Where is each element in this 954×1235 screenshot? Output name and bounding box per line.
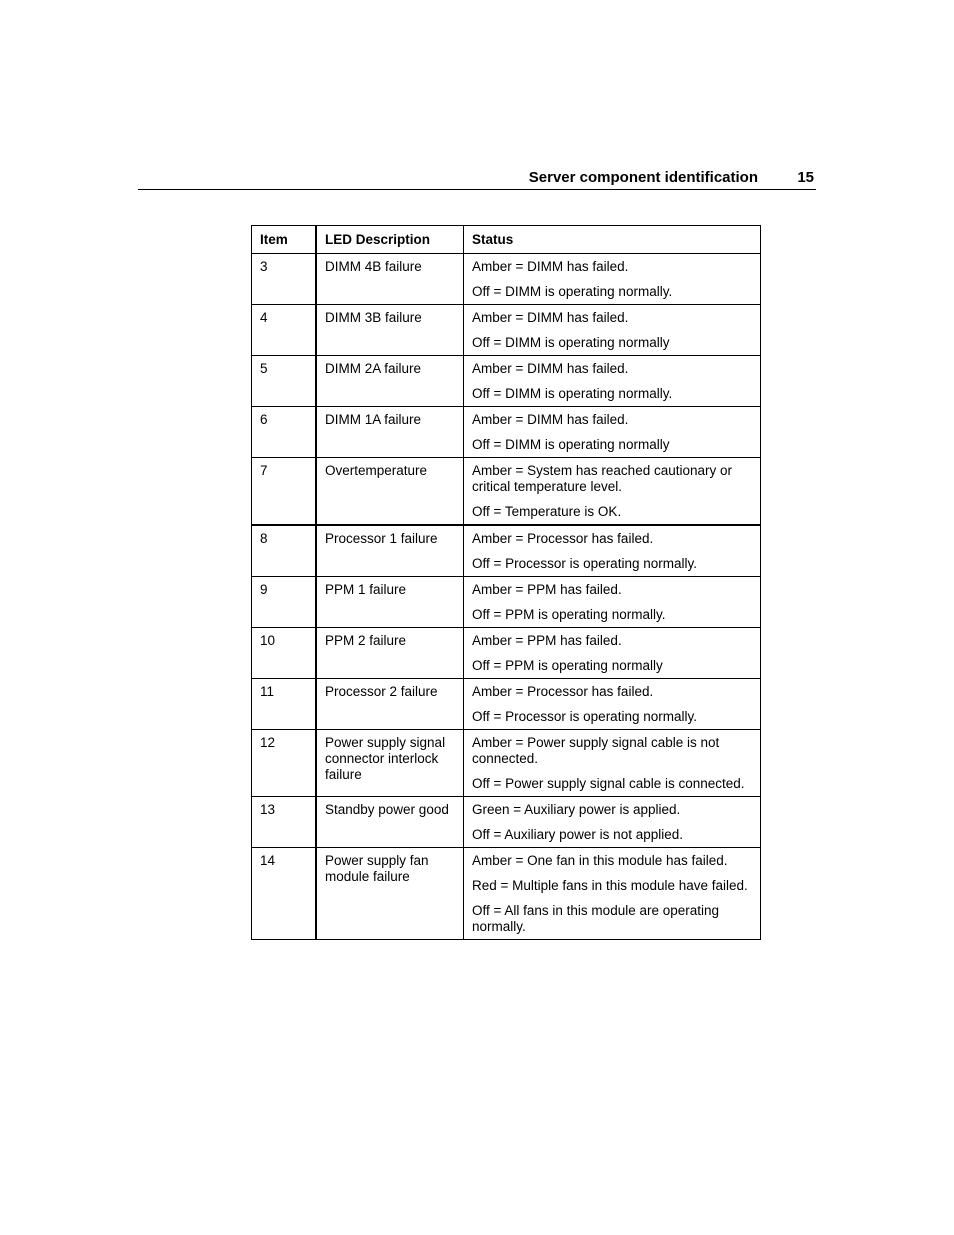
cell-item: 10 <box>252 628 317 679</box>
cell-led-description: Processor 1 failure <box>316 525 464 577</box>
table-row <box>252 797 761 848</box>
table-row <box>252 730 761 797</box>
status-line: Off = DIMM is operating normally. <box>472 386 673 401</box>
status-line: Red = Multiple fans in this module have failed. <box>472 878 748 893</box>
cell-led-description: PPM 1 failure <box>316 577 464 628</box>
table-row <box>252 628 761 679</box>
cell-status <box>464 356 761 407</box>
status-line: Amber = Processor has failed. <box>472 684 654 699</box>
status-line: Amber = System has reached cautionary or critical temperature level. <box>472 463 733 494</box>
cell-item: 14 <box>252 848 317 940</box>
cell-status <box>464 679 761 730</box>
cell-status <box>464 628 761 679</box>
table-row <box>252 848 761 940</box>
cell-status <box>464 305 761 356</box>
table-row <box>252 356 761 407</box>
column-header-led-description: LED Description <box>316 226 464 254</box>
status-line: Off = Power supply signal cable is connected. <box>472 776 745 791</box>
cell-item: 9 <box>252 577 317 628</box>
cell-status <box>464 848 761 940</box>
table-row <box>252 458 761 526</box>
cell-led-description: DIMM 1A failure <box>316 407 464 458</box>
cell-item: 4 <box>252 305 317 356</box>
cell-item: 3 <box>252 254 317 305</box>
status-line: Amber = Power supply signal cable is not connected. <box>472 735 720 766</box>
status-line: Green = Auxiliary power is applied. <box>472 802 681 817</box>
cell-led-description: Overtemperature <box>316 458 464 526</box>
status-line: Amber = PPM has failed. <box>472 633 622 648</box>
cell-status <box>464 525 761 577</box>
column-header-item: Item <box>252 226 317 254</box>
cell-led-description: PPM 2 failure <box>316 628 464 679</box>
cell-status <box>464 458 761 526</box>
cell-led-description: Power supply fan module failure <box>316 848 464 940</box>
cell-status <box>464 730 761 797</box>
led-table <box>251 225 761 940</box>
page-header <box>138 168 816 190</box>
status-line: Off = DIMM is operating normally <box>472 437 670 452</box>
cell-status <box>464 577 761 628</box>
table-row <box>252 305 761 356</box>
cell-status <box>464 797 761 848</box>
cell-led-description: Standby power good <box>316 797 464 848</box>
cell-item: 11 <box>252 679 317 730</box>
section-title: Server component identification <box>528 169 758 186</box>
table-row <box>252 679 761 730</box>
status-line: Amber = PPM has failed. <box>472 582 622 597</box>
table-row <box>252 577 761 628</box>
cell-item: 5 <box>252 356 317 407</box>
cell-status <box>464 254 761 305</box>
status-line: Amber = Processor has failed. <box>472 531 654 546</box>
table-row <box>252 525 761 577</box>
status-line: Off = DIMM is operating normally <box>472 335 670 350</box>
status-line: Amber = DIMM has failed. <box>472 259 629 274</box>
table-body <box>252 254 761 940</box>
status-line: Off = Processor is operating normally. <box>472 556 697 571</box>
status-line: Off = PPM is operating normally. <box>472 607 666 622</box>
table-row <box>252 407 761 458</box>
cell-item: 7 <box>252 458 317 526</box>
status-line: Off = DIMM is operating normally. <box>472 284 673 299</box>
status-line: Off = PPM is operating normally <box>472 658 663 673</box>
cell-led-description: DIMM 4B failure <box>316 254 464 305</box>
cell-status <box>464 407 761 458</box>
status-line: Off = Auxiliary power is not applied. <box>472 827 683 842</box>
status-line: Off = Temperature is OK. <box>472 504 622 519</box>
status-line: Amber = One fan in this module has failed. <box>472 853 728 868</box>
table-row <box>252 254 761 305</box>
cell-item: 13 <box>252 797 317 848</box>
cell-led-description: Power supply signal connector interlock failure <box>316 730 464 797</box>
page-number: 15 <box>797 169 814 186</box>
cell-item: 8 <box>252 525 317 577</box>
cell-led-description: DIMM 3B failure <box>316 305 464 356</box>
status-line: Amber = DIMM has failed. <box>472 361 629 376</box>
cell-item: 12 <box>252 730 317 797</box>
cell-led-description: DIMM 2A failure <box>316 356 464 407</box>
status-line: Off = Processor is operating normally. <box>472 709 697 724</box>
table-header-row <box>252 226 761 254</box>
column-header-status: Status <box>464 226 761 254</box>
cell-led-description: Processor 2 failure <box>316 679 464 730</box>
status-line: Amber = DIMM has failed. <box>472 310 629 325</box>
status-line: Amber = DIMM has failed. <box>472 412 629 427</box>
status-line: Off = All fans in this module are operating normally. <box>472 903 720 934</box>
cell-item: 6 <box>252 407 317 458</box>
